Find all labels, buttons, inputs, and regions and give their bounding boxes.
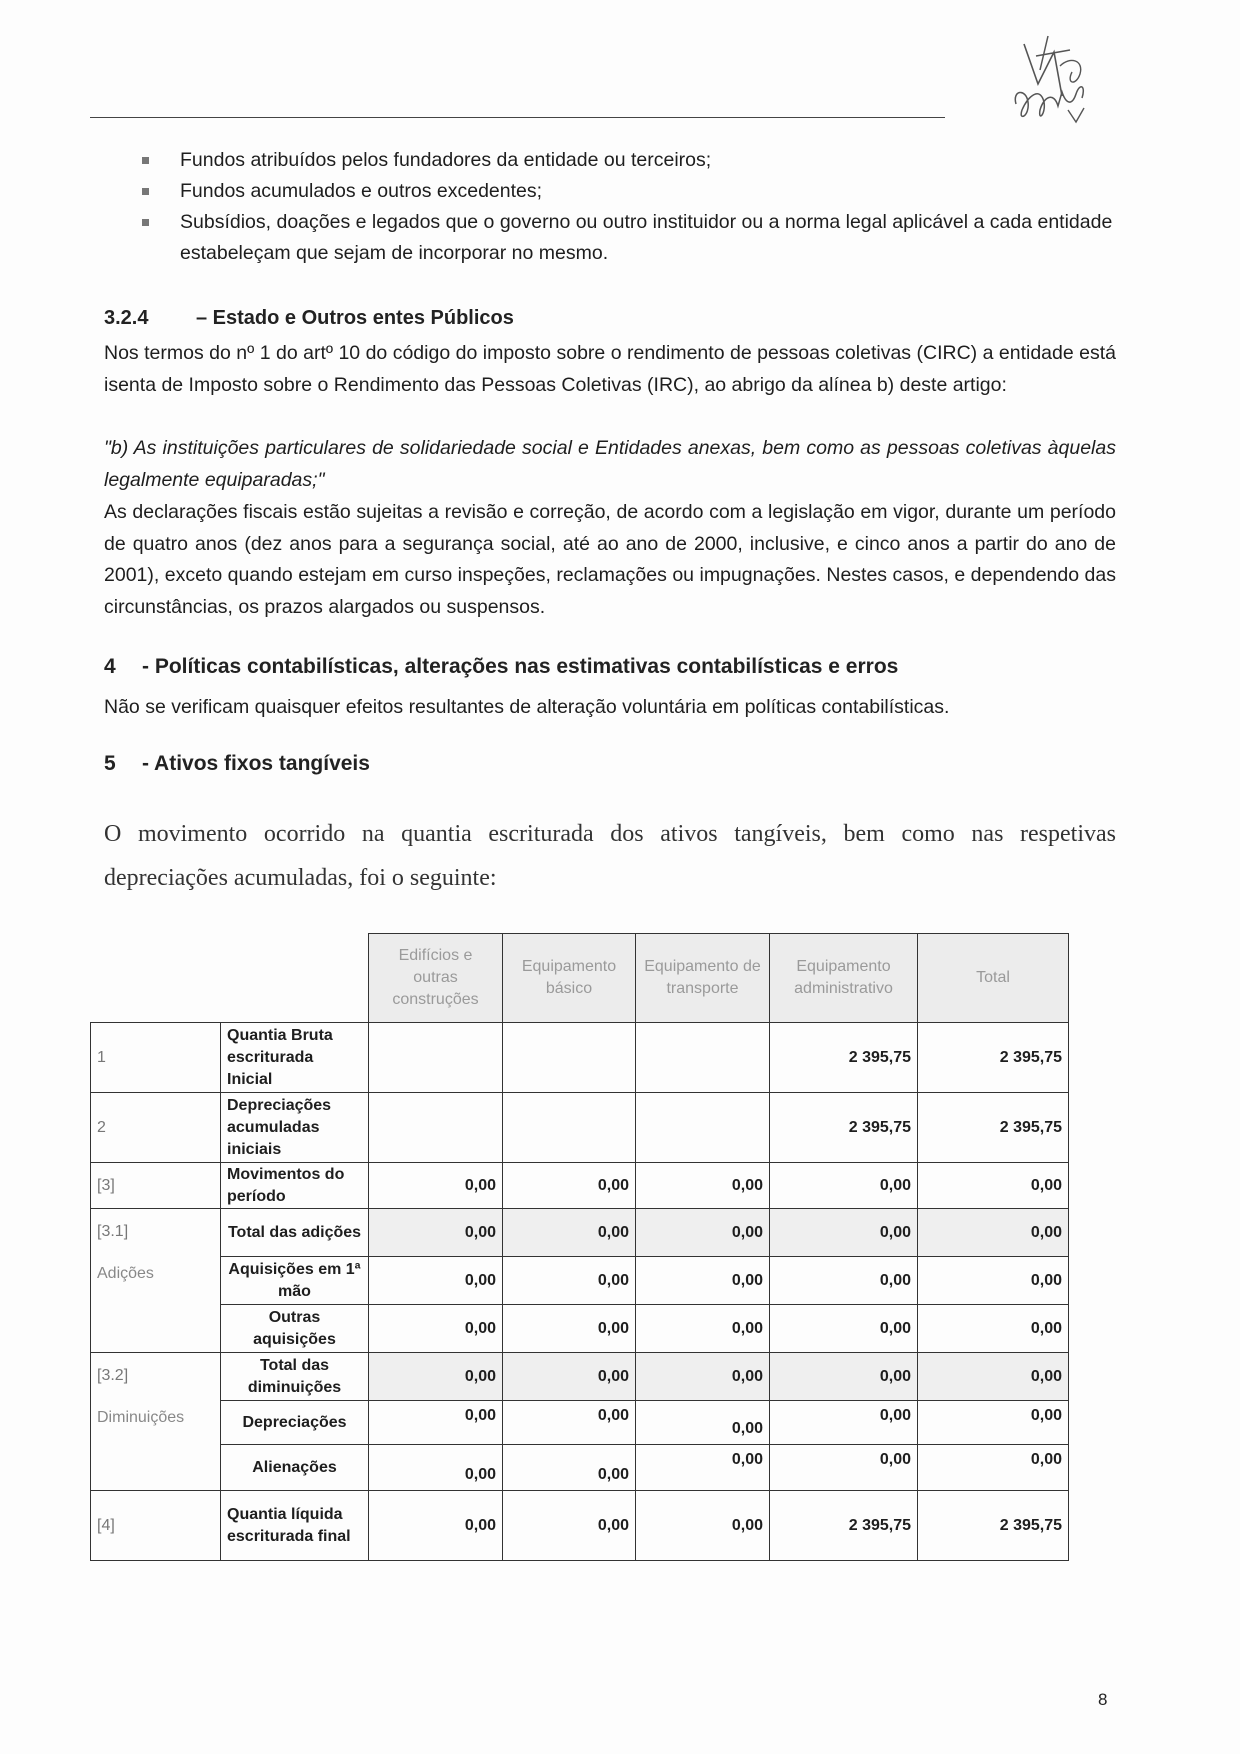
square-bullet-icon <box>142 188 149 195</box>
table-cell: 0,00 <box>636 1305 770 1353</box>
group-label-additions: Adições <box>97 1265 154 1282</box>
table-cell: 2 395,75 <box>770 1093 918 1163</box>
table-cell: 0,00 <box>369 1353 503 1401</box>
table-cell <box>369 1023 503 1093</box>
row-label: Depreciações acumuladas iniciais <box>221 1093 369 1163</box>
table-cell: 0,00 <box>369 1305 503 1353</box>
funds-bullet-list <box>138 145 1116 269</box>
table-cell: 0,00 <box>369 1401 503 1445</box>
table-cell: 0,00 <box>503 1257 636 1305</box>
table-row <box>91 1209 1069 1257</box>
square-bullet-icon <box>142 219 149 226</box>
row-code: [4] <box>91 1491 221 1561</box>
table-row <box>91 1163 1069 1209</box>
square-bullet-icon <box>142 157 149 164</box>
table-cell: 0,00 <box>770 1305 918 1353</box>
section-number: 3.2.4 <box>104 307 149 329</box>
row-code: [3] <box>91 1163 221 1209</box>
table-cell: 0,00 <box>503 1491 636 1561</box>
section-title: - Ativos fixos tangíveis <box>142 752 370 775</box>
row-code: 2 <box>91 1093 221 1163</box>
row-label: Aquisições em 1ª mão <box>221 1257 369 1305</box>
header-rule <box>90 117 945 118</box>
column-header: Equipamento de transporte <box>636 934 770 1023</box>
table-cell: 0,00 <box>770 1401 918 1445</box>
table-cell: 0,00 <box>636 1163 770 1209</box>
column-header: Equipamento básico <box>503 934 636 1023</box>
row-label: Movimentos do período <box>221 1163 369 1209</box>
row-label: Quantia Bruta escriturada Inicial <box>221 1023 369 1093</box>
table-row <box>91 1353 1069 1401</box>
row-label: Total das diminuições <box>221 1353 369 1401</box>
table-cell: 0,00 <box>369 1257 503 1305</box>
table-cell: 0,00 <box>369 1209 503 1257</box>
row-label: Alienações <box>221 1445 369 1491</box>
section-heading-5 <box>104 752 370 776</box>
table-cell: 0,00 <box>369 1445 503 1491</box>
column-header: Total <box>918 934 1069 1023</box>
table-cell: 0,00 <box>636 1401 770 1445</box>
column-header: Edifícios e outras construções <box>369 934 503 1023</box>
column-header: Equipamento administrativo <box>770 934 918 1023</box>
list-item: Fundos acumulados e outros excedentes; <box>138 176 1116 207</box>
accounting-policies-paragraph: Não se verificam quaisquer efeitos resultantes de alteração voluntária em políticas contabilísticas. <box>104 696 950 718</box>
table-cell: 2 395,75 <box>918 1023 1069 1093</box>
table-row <box>91 1023 1069 1093</box>
table-cell: 0,00 <box>918 1209 1069 1257</box>
row-code: 1 <box>91 1023 221 1093</box>
group-label-decreases: Diminuições <box>97 1409 185 1426</box>
fixed-assets-intro: O movimento ocorrido na quantia escriturada dos ativos tangíveis, bem como nas respetivas depreciações acumuladas, foi o seguinte: <box>104 821 1116 891</box>
handwritten-initials-signature <box>1010 26 1096 138</box>
table-cell: 0,00 <box>503 1353 636 1401</box>
table-cell: 0,00 <box>636 1209 770 1257</box>
table-cell: 2 395,75 <box>918 1093 1069 1163</box>
table-cell: 0,00 <box>503 1209 636 1257</box>
section-number: 5 <box>104 752 116 775</box>
table-cell: 0,00 <box>503 1401 636 1445</box>
row-label: Quantia líquida escriturada final <box>221 1491 369 1561</box>
table-row <box>91 1257 1069 1305</box>
table-cell: 0,00 <box>918 1305 1069 1353</box>
table-row <box>91 1093 1069 1163</box>
table-cell: 0,00 <box>918 1163 1069 1209</box>
table-cell <box>503 1093 636 1163</box>
table-cell: 0,00 <box>636 1353 770 1401</box>
section-heading-4 <box>104 655 898 679</box>
table-row <box>91 1305 1069 1353</box>
section-title: – Estado e Outros entes Públicos <box>196 307 514 329</box>
table-cell: 0,00 <box>503 1163 636 1209</box>
table-cell: 0,00 <box>503 1445 636 1491</box>
section-title: - Políticas contabilísticas, alterações nas estimativas contabilísticas e erros <box>142 655 899 678</box>
table-cell: 0,00 <box>918 1445 1069 1491</box>
list-item: Fundos atribuídos pelos fundadores da entidade ou terceiros; <box>138 145 1116 176</box>
table-cell <box>636 1093 770 1163</box>
tax-declarations-paragraph: As declarações fiscais estão sujeitas a revisão e correção, de acordo com a legislação em vigor, durante um período de quatro anos (dez anos para a segurança social, até ao ano de 2000, inclusive, e cinco anos a partir do ano de 2001), exceto quando estejam em curso inspeções, reclamações ou impugnações. Nestes casos, e dependendo das circunstâncias, os prazos alargados ou suspensos. <box>104 501 1116 618</box>
table-cell: 0,00 <box>636 1491 770 1561</box>
tax-exemption-paragraph: Nos termos do nº 1 do artº 10 do código do imposto sobre o rendimento de pessoas coletivas (CIRC) a entidade está isenta de Imposto sobre o Rendimento das Pessoas Coletivas (IRC), ao abrigo da alínea b) deste artigo: <box>104 342 1116 396</box>
table-row <box>91 1445 1069 1491</box>
table-cell: 2 395,75 <box>770 1023 918 1093</box>
row-label: Depreciações <box>221 1401 369 1445</box>
table-row <box>91 1491 1069 1561</box>
table-cell: 2 395,75 <box>918 1491 1069 1561</box>
table-cell: 0,00 <box>503 1305 636 1353</box>
table-cell: 0,00 <box>770 1445 918 1491</box>
row-code: [3.2] Diminuições <box>91 1353 221 1491</box>
section-number: 4 <box>104 655 116 678</box>
page-number: 8 <box>1098 1690 1108 1709</box>
table-cell: 0,00 <box>918 1353 1069 1401</box>
table-cell: 0,00 <box>770 1353 918 1401</box>
fixed-assets-table <box>90 933 1069 1561</box>
row-label: Total das adições <box>221 1209 369 1257</box>
table-cell: 0,00 <box>918 1401 1069 1445</box>
table-cell: 0,00 <box>369 1163 503 1209</box>
table-cell: 0,00 <box>770 1163 918 1209</box>
table-cell <box>503 1023 636 1093</box>
table-cell <box>369 1093 503 1163</box>
table-row <box>91 1401 1069 1445</box>
row-label: Outras aquisições <box>221 1305 369 1353</box>
table-cell: 0,00 <box>636 1445 770 1491</box>
table-cell <box>636 1023 770 1093</box>
table-cell: 0,00 <box>918 1257 1069 1305</box>
list-item: Subsídios, doações e legados que o governo ou outro instituidor ou a norma legal aplicável a cada entidade estabeleçam que sejam de incorporar no mesmo. <box>138 207 1116 269</box>
table-cell: 0,00 <box>770 1257 918 1305</box>
table-header-row <box>91 934 1069 1023</box>
row-code: [3.1] Adições <box>91 1209 221 1353</box>
table-cell: 0,00 <box>369 1491 503 1561</box>
table-cell: 2 395,75 <box>770 1491 918 1561</box>
section-heading-3-2-4 <box>104 307 514 330</box>
table-cell: 0,00 <box>770 1209 918 1257</box>
table-cell: 0,00 <box>636 1257 770 1305</box>
legal-quote: "b) As instituições particulares de solidariedade social e Entidades anexas, bem como as pessoas coletivas àquelas legalmente equiparadas;" <box>104 437 1116 491</box>
